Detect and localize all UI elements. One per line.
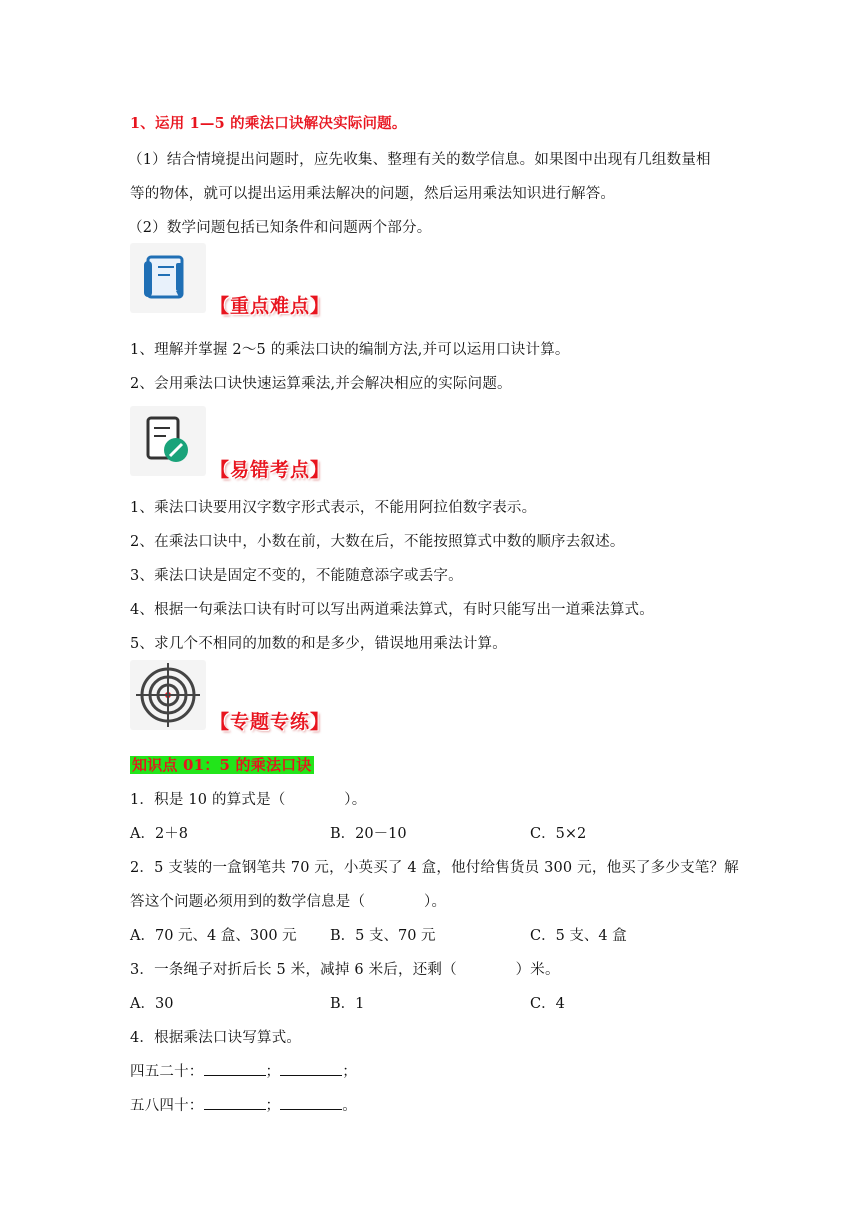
blueprint-icon [130, 243, 206, 313]
question-1: 1．积是 10 的算式是（ ）。 [130, 792, 367, 808]
error-point-item-2: 2、在乘法口诀中，小数在前，大数在后，不能按照算式中数的顺序去叙述。 [130, 534, 625, 550]
note-pencil-icon [130, 406, 206, 476]
question-1-option-a: A．2＋8 [130, 826, 188, 842]
key-point-item-2: 2、会用乘法口诀快速运算乘法,并会解决相应的实际问题。 [130, 376, 512, 392]
error-point-item-3: 3、乘法口诀是固定不变的，不能随意添字或丢字。 [130, 568, 463, 584]
topic-heading [130, 754, 314, 775]
topic-heading-text: 知识点 01：5 的乘法口诀 [132, 756, 312, 774]
row-2-label: 五八四十： [130, 1098, 204, 1114]
intro-paragraph-1-line-1: （1）结合情境提出问题时，应先收集、整理有关的数学信息。如果图中出现有几组数量相 [128, 152, 711, 168]
intro-paragraph-1-line-2: 等的物体，就可以提出运用乘法解决的问题，然后运用乘法知识进行解答。 [130, 186, 616, 202]
question-3-option-a: A．30 [130, 996, 174, 1012]
question-1-option-c: C．5×2 [530, 826, 587, 842]
answer-blank[interactable] [280, 1063, 342, 1076]
row-1-label: 四五二十： [130, 1064, 204, 1080]
error-point-item-1: 1、乘法口诀要用汉字数字形式表示，不能用阿拉伯数字表示。 [130, 500, 537, 516]
answer-blank[interactable] [204, 1097, 266, 1110]
row-1-end: ； [342, 1064, 357, 1080]
error-point-item-5: 5、求几个不相同的加数的和是多少，错误地用乘法计算。 [130, 636, 507, 652]
question-3-option-c: C．4 [530, 996, 565, 1012]
error-points-banner: 【易错考点】 [210, 459, 331, 481]
row-1-separator: ； [265, 1064, 281, 1080]
question-4-row-2 [130, 1094, 357, 1115]
answer-blank[interactable] [204, 1063, 266, 1076]
answer-blank[interactable] [280, 1097, 342, 1110]
practice-banner: 【专题专练】 [210, 711, 331, 733]
question-3: 3．一条绳子对折后长 5 米，减掉 6 米后，还剩（ ）米。 [130, 962, 560, 978]
question-2-option-c: C．5 支、4 盒 [530, 928, 627, 944]
target-icon [130, 660, 206, 730]
question-1-option-b: B．20－10 [330, 826, 407, 842]
key-points-banner: 【重点难点】 [210, 295, 331, 317]
question-2-option-b: B．5 支、70 元 [330, 928, 436, 944]
question-3-option-b: B．1 [330, 996, 365, 1012]
key-point-item-1: 1、理解并掌握 2～5 的乘法口诀的编制方法,并可以运用口诀计算。 [130, 342, 570, 358]
intro-paragraph-2: （2）数学问题包括已知条件和问题两个部分。 [128, 220, 432, 236]
error-point-item-4: 4、根据一句乘法口诀有时可以写出两道乘法算式，有时只能写出一道乘法算式。 [130, 602, 654, 618]
question-2-line-2: 答这个问题必须用到的数学信息是（ ）。 [130, 894, 447, 910]
row-2-end: 。 [342, 1098, 357, 1114]
question-4-row-1 [130, 1060, 357, 1081]
question-2-line-1: 2．5 支装的一盒钢笔共 70 元，小英买了 4 盒，他付给售货员 300 元，他买了多少支笔？解 [130, 860, 739, 876]
question-2-option-a: A．70 元、4 盒、300 元 [130, 928, 297, 944]
intro-heading: 1、运用 1—5 的乘法口诀解决实际问题。 [130, 115, 407, 132]
question-4: 4．根据乘法口诀写算式。 [130, 1030, 302, 1046]
row-2-separator: ； [265, 1098, 281, 1114]
